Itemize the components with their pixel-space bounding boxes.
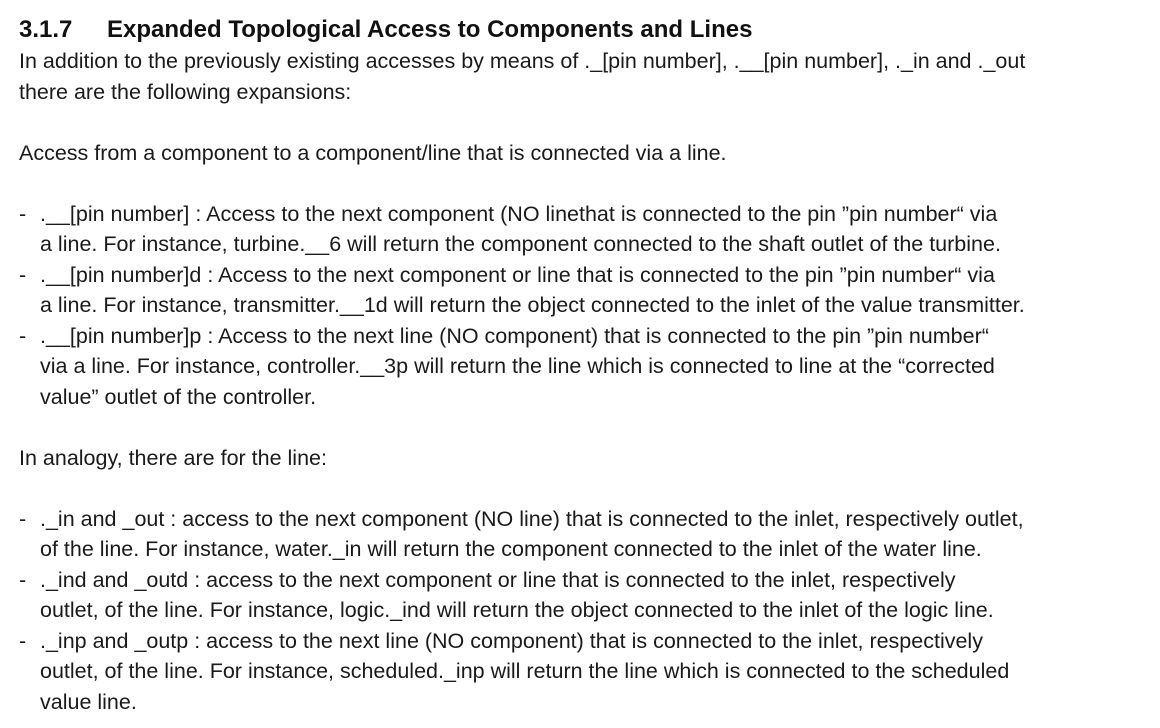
- component-access-list: [19, 199, 1149, 413]
- line-intro-paragraph: [19, 443, 1149, 474]
- list-item: [19, 565, 1149, 626]
- list-item: [19, 260, 1149, 321]
- bullet-dash: -: [19, 323, 27, 348]
- paragraph-spacer: [19, 473, 1149, 504]
- list-item: [19, 626, 1149, 718]
- list-item-line: ._in and _out : access to the next component (NO line) that is connected to the inlet, respectively outlet,: [40, 506, 1024, 531]
- line-intro-line: In analogy, there are for the line:: [19, 445, 327, 470]
- intro-line: there are the following expansions:: [19, 79, 352, 104]
- paragraph-spacer: [19, 412, 1149, 443]
- component-intro-paragraph: [19, 138, 1149, 169]
- section-title: Expanded Topological Access to Components and Lines: [107, 16, 753, 43]
- section-heading: [19, 14, 1149, 46]
- intro-paragraph: [19, 46, 1149, 107]
- list-item-line: ._inp and _outp : access to the next line (NO component) that is connected to the inlet, respectively: [40, 628, 983, 653]
- list-item-line: .__[pin number]p : Access to the next line (NO component) that is connected to the pin ”pin number“: [40, 323, 989, 348]
- bullet-dash: -: [19, 567, 27, 592]
- list-item-line: of the line. For instance, water._in will return the component connected to the inlet of the water line.: [40, 537, 982, 561]
- bullet-dash: -: [19, 628, 27, 653]
- list-item: [19, 321, 1149, 413]
- bullet-dash: -: [19, 262, 27, 287]
- bullet-dash: -: [19, 506, 27, 531]
- intro-line: In addition to the previously existing accesses by means of ._[pin number], .__[pin number], ._in and ._out: [19, 49, 1026, 73]
- list-item: [19, 199, 1149, 260]
- bullet-dash: -: [19, 201, 27, 226]
- list-item-line: a line. For instance, transmitter.__1d will return the object connected to the inlet of the value transmitter.: [40, 293, 1025, 317]
- list-item-line: ._ind and _outd : access to the next component or line that is connected to the inlet, respectively: [40, 567, 956, 592]
- paragraph-spacer: [19, 168, 1149, 199]
- list-item-line: outlet, of the line. For instance, scheduled._inp will return the line which is connected to the scheduled: [40, 659, 1010, 683]
- list-item-line: value line.: [40, 689, 137, 714]
- list-item-line: .__[pin number]d : Access to the next component or line that is connected to the pin ”pin number“ via: [40, 262, 995, 287]
- list-item-line: value” outlet of the controller.: [40, 384, 317, 409]
- section-number: 3.1.7: [19, 16, 73, 43]
- list-item-line: outlet, of the line. For instance, logic._ind will return the object connected to the inlet of the logic line.: [40, 598, 994, 622]
- paragraph-spacer: [19, 107, 1149, 138]
- list-item: [19, 504, 1149, 565]
- list-item-line: a line. For instance, turbine.__6 will return the component connected to the shaft outlet of the turbine.: [40, 232, 1001, 256]
- line-access-list: [19, 504, 1149, 718]
- list-item-line: .__[pin number] : Access to the next component (NO linethat is connected to the pin ”pin number“ via: [40, 201, 998, 226]
- list-item-line: via a line. For instance, controller.__3p will return the line which is connected to line at the “corrected: [40, 354, 995, 378]
- component-intro-line: Access from a component to a component/line that is connected via a line.: [19, 140, 727, 165]
- document-page: [19, 14, 1149, 717]
